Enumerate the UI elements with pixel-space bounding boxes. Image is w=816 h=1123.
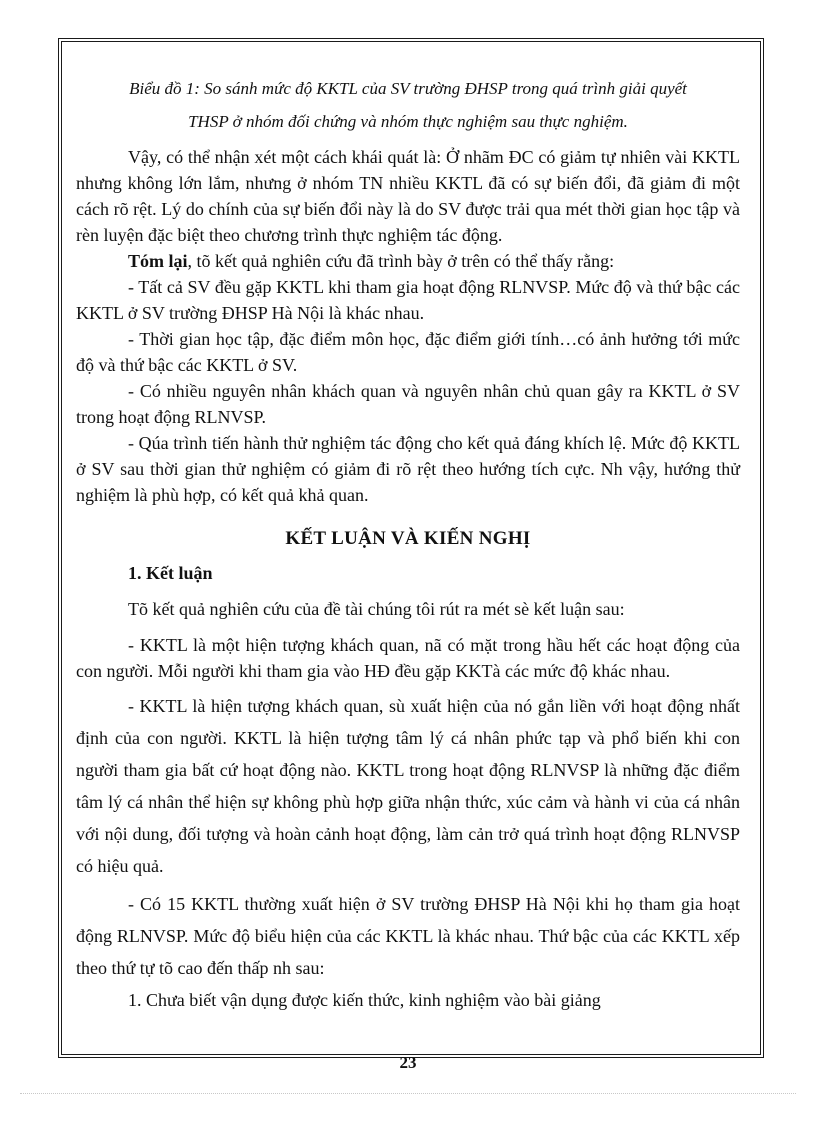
conclusion-intro: Tõ kết quả nghiên cứu của đề tài chúng tôi rút ra mét sè kết luận sau:: [128, 599, 625, 619]
chart-caption-line-2: THSP ở nhóm đối chứng và nhóm thực nghiệm sau thực nghiệm.: [188, 112, 628, 131]
conclusion-item: - KKTL là hiện tượng khách quan, sù xuất hiện của nó gắn liền với hoạt động nhất định của con người. KKTL là hiện tượng tâm lý cá nhân phức tạp và phổ biến khi con người tham gia bất cứ hoạt động nào. KKTL trong hoạt động RLNVSP là những đặc điểm tâm lý cá nhân thể hiện sự không phù hợp giữa nhận thức, xúc cảm và hành vi của cá nhân với nội dung, đối tượng và hoàn cảnh hoạt động, làm cản trở quá trình hoạt động RLNVSP có hiệu quả.: [76, 696, 740, 876]
summary-item: - Qúa trình tiến hành thử nghiệm tác động cho kết quả đáng khích lệ. Mức độ KKTL ở SV sau thời gian thử nghiệm có giảm đi rõ rệt theo hướng tích cực. Nh vậy, hướng thử nghiệm là phù hợp, có kết quả khả quan.: [76, 433, 740, 505]
summary-lead-text: , tõ kết quả nghiên cứu đã trình bày ở trên có thể thấy rằng:: [187, 251, 615, 271]
conclusion-item: - KKTL là một hiện tượng khách quan, nã có mặt trong hầu hết các hoạt động của con người. Mỗi người khi tham gia vào HĐ đều gặp KKTà các mức độ khác nhau.: [76, 635, 740, 681]
summary-lead: [76, 248, 740, 274]
page-bottom-rule: [20, 1093, 796, 1094]
summary-lead-bold: Tóm lại: [128, 251, 188, 271]
conclusion-item: 1. Chưa biết vận dụng được kiến thức, kinh nghiệm vào bài giảng: [128, 990, 601, 1010]
summary-item: - Có nhiều nguyên nhân khách quan và nguyên nhân chủ quan gây ra KKTL ở SV trong hoạt động RLNVSP.: [76, 381, 740, 427]
chart-caption-line-1: Biểu đồ 1: So sánh mức độ KKTL của SV trường ĐHSP trong quá trình giải quyết: [129, 79, 687, 98]
summary-item: - Thời gian học tập, đặc điểm môn học, đặc điểm giới tính…có ảnh hưởng tới mức độ và thứ bậc các KKTL ở SV.: [76, 329, 740, 375]
summary-item: - Tất cả SV đều gặp KKTL khi tham gia hoạt động RLNVSP. Mức độ và thứ bậc các KKTL ở SV trường ĐHSP Hà Nội là khác nhau.: [76, 277, 740, 323]
conclusion-item: - Có 15 KKTL thường xuất hiện ở SV trường ĐHSP Hà Nội khi họ tham gia hoạt động RLNVSP. Mức độ biểu hiện của các KKTL là khác nhau. Thứ bậc của các KKTL xếp theo thứ tự tõ cao đến thấp nh sau:: [76, 894, 740, 978]
section-subtitle: 1. Kết luận: [128, 563, 213, 583]
section-title: KẾT LUẬN VÀ KIẾN NGHỊ: [285, 528, 531, 549]
observation-paragraph: Vậy, có thể nhận xét một cách khái quát là: Ở nhãm ĐC có giảm tự nhiên vài KKTL nhưng không lớn lắm, nhưng ở nhóm TN nhiều KKTL đã có sự biến đổi, đã giảm đi một cách rõ rệt. Lý do chính của sự biến đổi này là do SV được trải qua mét thời gian học tập và rèn luyện đặc biệt theo chương trình thực nghiệm tác động.: [76, 147, 740, 245]
page-number: 23: [399, 1053, 417, 1072]
page-content: [76, 72, 740, 1016]
